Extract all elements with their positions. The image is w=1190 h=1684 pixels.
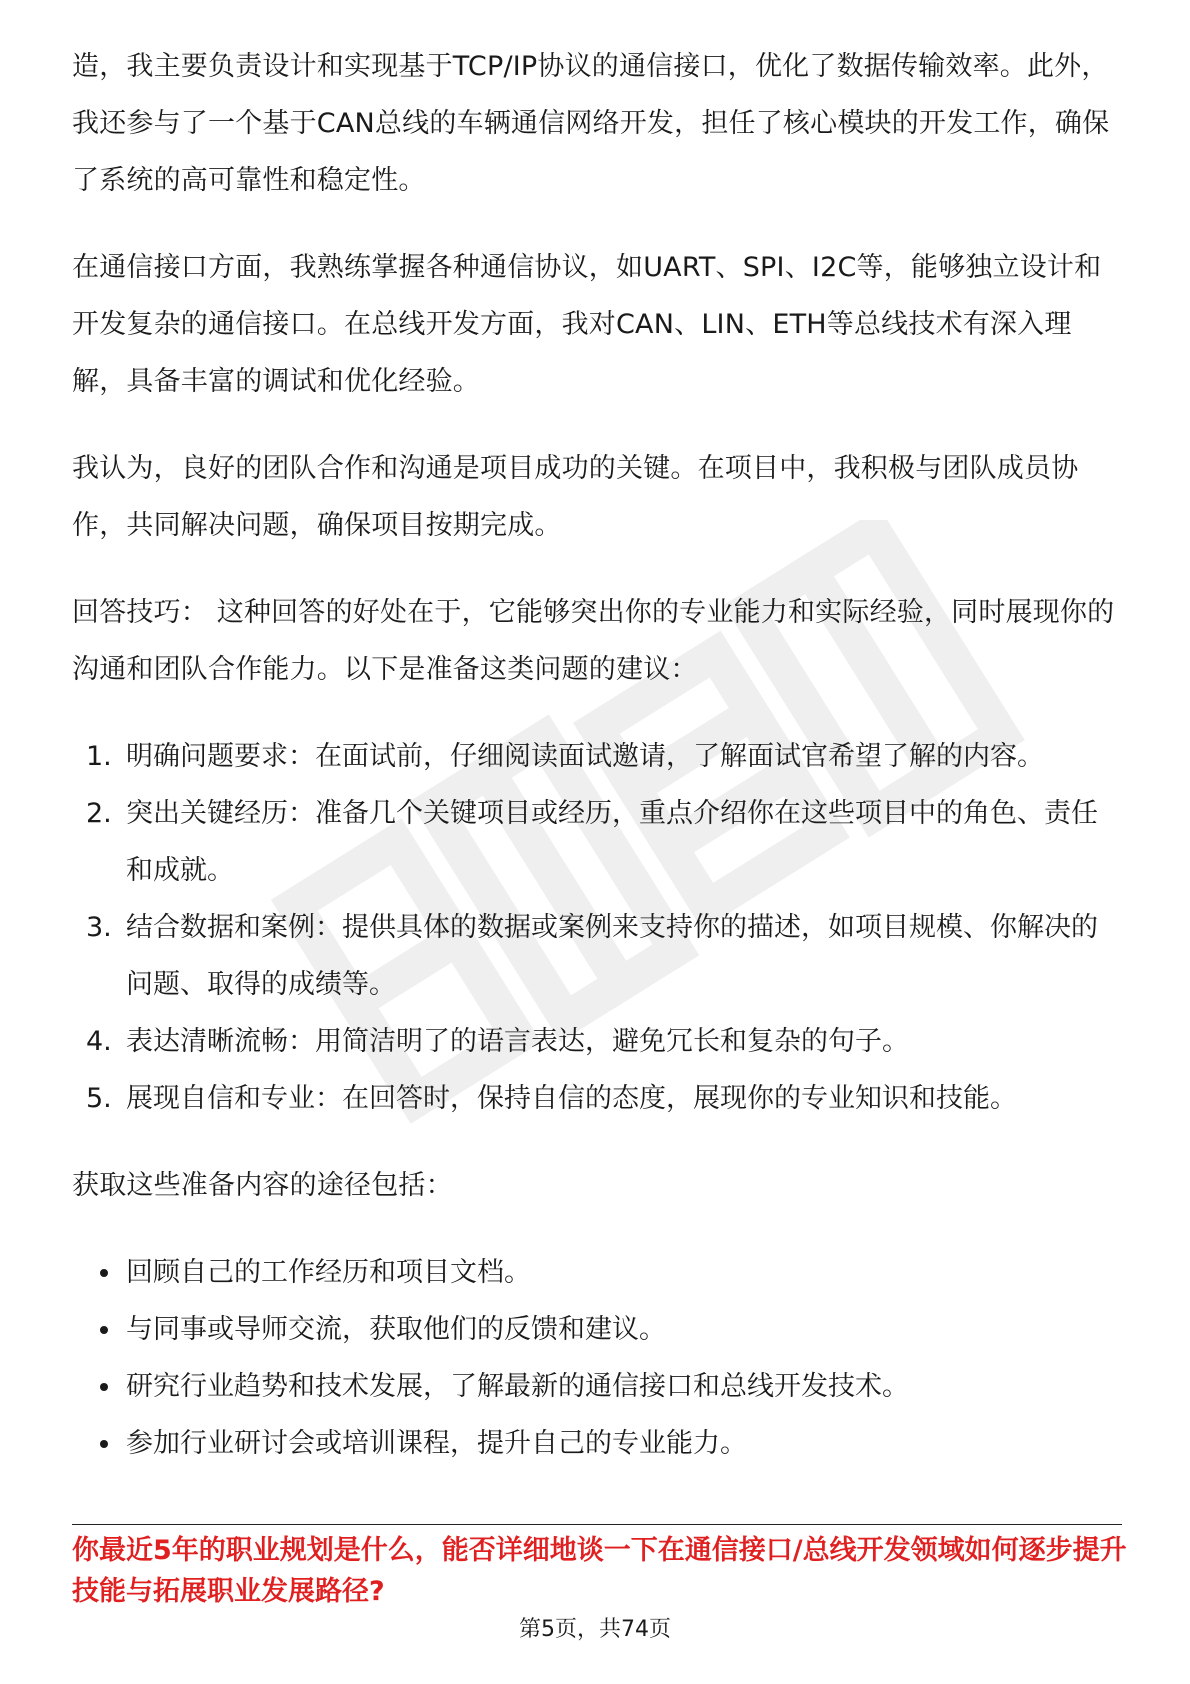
list-item <box>72 1415 1122 1472</box>
bullet-icon <box>100 1269 108 1277</box>
list-item-text: 回顾自己的工作经历和项目文档。 <box>126 1257 531 1288</box>
section-divider <box>72 1524 1122 1525</box>
paragraph-answer-tips: 回答技巧： 这种回答的好处在于，它能够突出你的专业能力和实际经验，同时展现你的沟通和团队合作能力。以下是准备这类问题的建议： <box>72 597 1115 685</box>
list-item-text: 参加行业研讨会或培训课程，提升自己的专业能力。 <box>126 1428 747 1459</box>
sources-list <box>72 1244 1122 1472</box>
list-item <box>72 1301 1122 1358</box>
paragraph-teamwork: 我认为，良好的团队合作和沟通是项目成功的关键。在项目中，我积极与团队成员协作，共同解决问题，确保项目按期完成。 <box>72 453 1079 541</box>
list-number: 3. <box>86 912 112 943</box>
next-question-heading: 你最近5年的职业规划是什么，能否详细地谈一下在通信接口/总线开发领域如何逐步提升技能与拓展职业发展路径? <box>72 1535 1127 1607</box>
list-item <box>72 728 1122 785</box>
list-item-text: 表达清晰流畅：用简洁明了的语言表达，避免冗长和复杂的句子。 <box>126 1026 909 1057</box>
list-number: 4. <box>86 1026 112 1057</box>
list-number: 1. <box>86 741 112 772</box>
list-item-text: 研究行业趋势和技术发展，了解最新的通信接口和总线开发技术。 <box>126 1371 909 1402</box>
page-footer: 第5页，共74页 <box>519 1617 671 1642</box>
paragraph-sources-intro: 获取这些准备内容的途径包括： <box>72 1170 453 1201</box>
list-item-text: 结合数据和案例：提供具体的数据或案例来支持你的描述，如项目规模、你解决的问题、取得的成绩等。 <box>126 912 1098 1000</box>
list-item-text: 突出关键经历：准备几个关键项目或经历，重点介绍你在这些项目中的角色、责任和成就。 <box>126 798 1098 886</box>
main-content <box>72 38 1122 1472</box>
list-item-text: 展现自信和专业：在回答时，保持自信的态度，展现你的专业知识和技能。 <box>126 1083 1017 1114</box>
bullet-icon <box>100 1326 108 1334</box>
list-number: 5. <box>86 1083 112 1114</box>
list-item <box>72 785 1122 899</box>
paragraph-skills: 在通信接口方面，我熟练掌握各种通信协议，如UART、SPI、I2C等，能够独立设计和开发复杂的通信接口。在总线开发方面，我对CAN、LIN、ETH等总线技术有深入理解，具备丰富的调试和优化经验。 <box>72 252 1102 397</box>
list-item <box>72 899 1122 1013</box>
bullet-icon <box>100 1440 108 1448</box>
list-item <box>72 1244 1122 1301</box>
bullet-icon <box>100 1383 108 1391</box>
list-item-text: 与同事或导师交流，获取他们的反馈和建议。 <box>126 1314 666 1345</box>
list-item-text: 明确问题要求：在面试前，仔细阅读面试邀请，了解面试官希望了解的内容。 <box>126 741 1044 772</box>
tips-list <box>72 728 1122 1127</box>
list-number: 2. <box>86 798 112 829</box>
list-item <box>72 1358 1122 1415</box>
list-item <box>72 1013 1122 1070</box>
list-item <box>72 1070 1122 1127</box>
paragraph-experience: 造，我主要负责设计和实现基于TCP/IP协议的通信接口，优化了数据传输效率。此外，我还参与了一个基于CAN总线的车辆通信网络开发，担任了核心模块的开发工作，确保了系统的高可靠性和稳定性。 <box>72 51 1110 196</box>
